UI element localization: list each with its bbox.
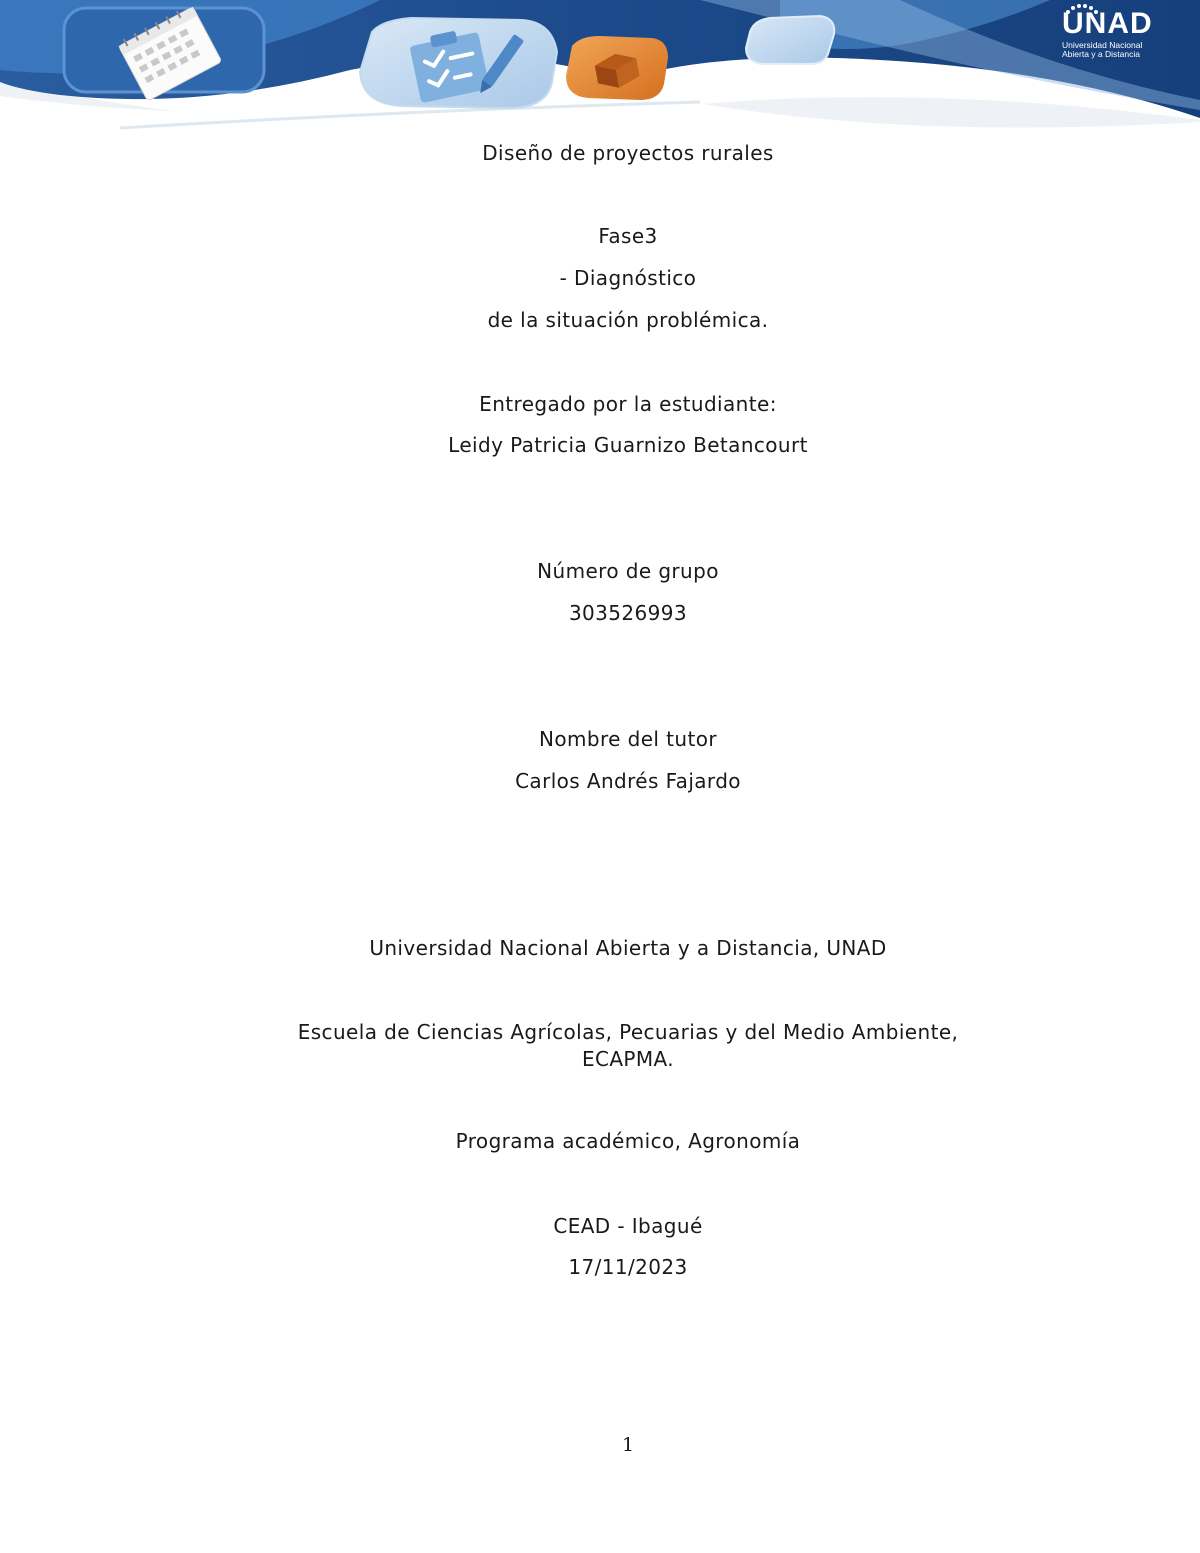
page-number: 1 bbox=[621, 1434, 635, 1456]
course-title: Diseño de proyectos rurales bbox=[482, 141, 774, 165]
group-number: 303526993 bbox=[568, 601, 688, 625]
clipboard-icon bbox=[352, 12, 562, 112]
logo-subtitle-line-2: Abierta y a Distancia bbox=[1062, 49, 1140, 59]
university-name: Universidad Nacional Abierta y a Distancia, UNAD bbox=[369, 936, 887, 960]
folder-icon bbox=[560, 32, 670, 104]
school-line-2: ECAPMA. bbox=[581, 1047, 675, 1071]
program-name: Programa académico, Agronomía bbox=[455, 1129, 801, 1153]
logo-subtitle bbox=[1062, 41, 1188, 59]
unad-logo bbox=[1058, 4, 1188, 60]
header-banner bbox=[0, 0, 1200, 150]
student-name: Leidy Patricia Guarnizo Betancourt bbox=[448, 433, 808, 457]
calendar-icon bbox=[56, 2, 276, 102]
school-line-1: Escuela de Ciencias Agrícolas, Pecuarias y del Medio Ambiente, bbox=[297, 1020, 959, 1044]
logo-subtitle-line-1: Universidad Nacional bbox=[1062, 40, 1143, 50]
phase-title-line-2: de la situación problémica. bbox=[487, 308, 769, 332]
phase-label: Fase3 bbox=[598, 224, 658, 248]
note-icon bbox=[740, 12, 840, 68]
center-name: CEAD - Ibagué bbox=[553, 1214, 703, 1238]
tutor-name: Carlos Andrés Fajardo bbox=[515, 769, 741, 793]
logo-wordmark: UNAD bbox=[1062, 7, 1153, 40]
group-label: Número de grupo bbox=[537, 559, 719, 583]
phase-title-line-1: - Diagnóstico bbox=[559, 266, 697, 290]
delivered-by-label: Entregado por la estudiante: bbox=[479, 392, 777, 416]
tutor-label: Nombre del tutor bbox=[539, 727, 717, 751]
submission-date: 17/11/2023 bbox=[568, 1255, 688, 1279]
